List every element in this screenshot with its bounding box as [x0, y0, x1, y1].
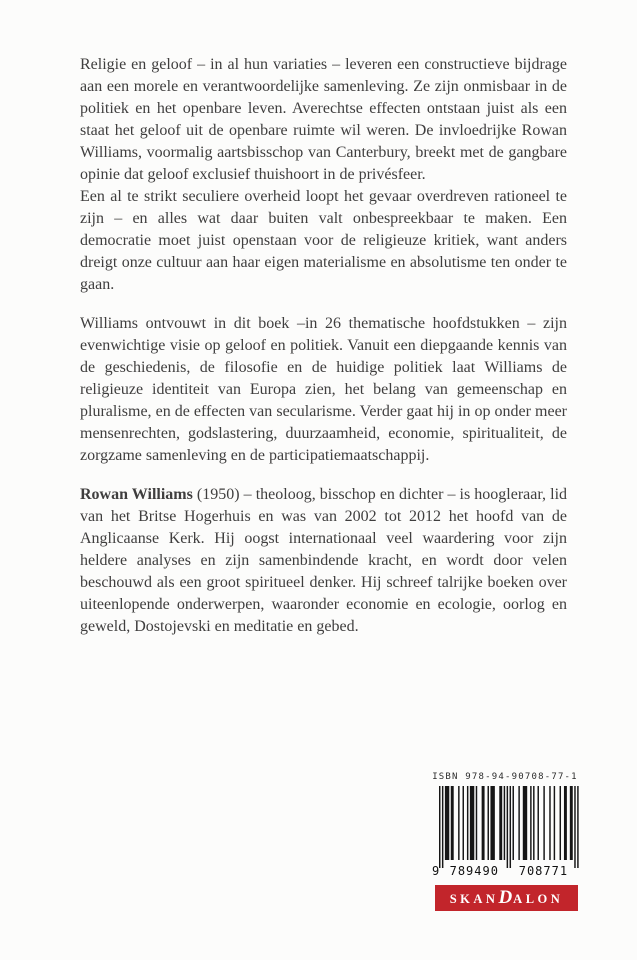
barcode-block: [429, 769, 581, 878]
svg-text:789490: 789490: [449, 864, 499, 878]
svg-text:708771: 708771: [518, 864, 569, 878]
publisher-logo: [435, 885, 578, 911]
blurb-paragraph-1: Religie en geloof – in al hun variaties – leveren een constructieve bijdrage aan een morele en verantwoordelijke samenleving. Ze zijn onmisbaar in de politiek en het openbare leven. Averechtse effecten ontstaan juist als een staat het geloof uit de openbare ruimte wil weren. De invloedrijke Rowan Williams, voormalig aartsbisschop van Canterbury, breekt met de gangbare opinie dat geloof exclusief thuishoort in de privésfeer.: [80, 56, 567, 183]
ean-barcode: [429, 786, 581, 878]
svg-text:9: 9: [432, 864, 441, 878]
blurb-text-block: [80, 54, 567, 638]
isbn-label: ISBN 978-94-90708-77-1: [432, 772, 578, 782]
publisher-logo-text-pre: SKAN: [449, 892, 499, 906]
publisher-logo-text-post: ALON: [513, 892, 564, 906]
blurb-paragraph-3: Williams ontvouwt in dit boek –in 26 thematische hoofdstukken – zijn evenwichtige visie op geloof en politiek. Vanuit een diepgaande kennis van de geschiedenis, de filosofie en de huidige politiek laat Williams de religieuze identiteit van Europa zien, het belang van gemeenschap en pluralisme, en de effecten van secularisme. Verder gaat hij in op onder meer mensenrechten, godslastering, duurzaamheid, economie, spiritualiteit, de zorgzame samenleving en de participatiemaatschappij.: [80, 315, 567, 464]
author-bio-paragraph: [80, 484, 567, 638]
publisher-logo-letter-d: D: [498, 887, 513, 908]
author-name: Rowan Williams: [80, 486, 193, 503]
blurb-paragraph-2: Een al te strikt seculiere overheid loopt het gevaar overdreven rationeel te zijn – en alles wat daar buiten valt onbespreekbaar te maken. Een democratie moet juist openstaan voor de religieuze kritiek, want anders dreigt onze cultuur aan haar eigen materialisme en absolutisme ten onder te gaan.: [80, 188, 567, 293]
author-bio-text: (1950) – theoloog, bisschop en dichter – is hoogleraar, lid van het Britse Hogerhuis en was van 2002 tot 2012 het hoofd van de Anglicaanse Kerk. Hij oogst internationaal veel waardering voor zijn heldere analyses en zijn samenbindende kracht, en wordt door velen beschouwd als een groot spiritueel denker. Hij schreef talrijke boeken over uiteenlopende onderwerpen, waaronder economie en ecologie, oorlog en geweld, Dostojevski en meditatie en gebed.: [80, 486, 568, 635]
